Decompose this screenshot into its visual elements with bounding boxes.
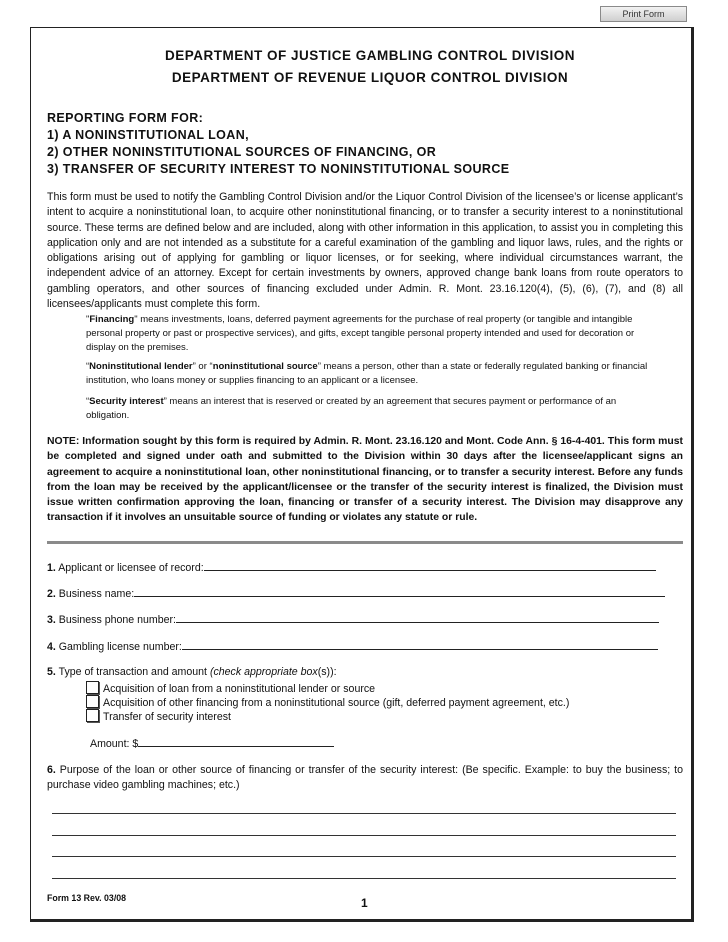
form-revision: Form 13 Rev. 03/08	[47, 893, 127, 903]
intro-paragraph: This form must be used to notify the Gambling Control Division and/or the Liquor Control Division of the licensee’s or license applicant’s intent to acquire a noninstitutional loan, to acquire other noninstitutional financing, or to transfer a security interest to a noninstitutional source. These terms are defined below and are included, along with other information in this application, to assist you in completing this application only and are not intended as a substitute for a careful examination of the gambling and liquor laws, rules, and the rights or obligations arising out of applying for gambling or liquor licenses, or for seeking, where individual circumstances warrant, the independent advice of an attorney. Except for certain investments by owners, approved change bank loans from route operators to gambling operators, and other sources of financing excluded under Admin. R. Mont. 23.16.120(4), (5), (6), (7), and (8) all licensees/applicants must complete this form.	[47, 191, 683, 311]
definition-security-interest: “Security interest” means an interest that is reserved or created by an agreement that secures payment or performance of an obligation.	[86, 396, 617, 421]
term-noninstitutional-lender: Noninstitutional lender	[89, 361, 193, 372]
business-name-input[interactable]	[134, 586, 665, 597]
option-loan: Acquisition of loan from a noninstitutional lender or source	[86, 681, 375, 695]
reporting-item-3: 3) TRANSFER OF SECURITY INTEREST TO NONINSTITUTIONAL SOURCE	[47, 162, 510, 176]
header-line-1: DEPARTMENT OF JUSTICE GAMBLING CONTROL DIVISION	[164, 48, 575, 63]
checkbox-loan[interactable]	[86, 681, 99, 694]
reporting-item-1: 1) A NONINSTITUTIONAL LOAN,	[47, 128, 249, 142]
term-security-interest: Security interest	[89, 396, 164, 407]
purpose-line-4[interactable]	[52, 878, 676, 879]
reporting-item-2: 2) OTHER NONINSTITUTIONAL SOURCES OF FINANCING, OR	[47, 145, 437, 159]
option-other-financing: Acquisition of other financing from a noninstitutional source (gift, deferred payment agreement, etc.)	[86, 695, 569, 709]
print-form-button[interactable]: Print Form	[600, 6, 687, 22]
field-business-name: 2. Business name:	[47, 586, 665, 600]
term-financing: Financing	[89, 314, 135, 325]
field-applicant: 1. Applicant or licensee of record:	[47, 560, 656, 574]
purpose-line-1[interactable]	[52, 813, 676, 814]
applicant-input[interactable]	[204, 560, 656, 571]
field-amount: Amount: $	[90, 736, 334, 750]
reporting-title: REPORTING FORM FOR:	[47, 111, 204, 125]
business-phone-input[interactable]	[176, 612, 659, 623]
section-divider	[47, 541, 683, 544]
term-noninstitutional-source: noninstitutional source	[212, 361, 318, 372]
page-number: 1	[361, 896, 368, 910]
field-gambling-license: 4. Gambling license number:	[47, 639, 658, 653]
option-security-transfer: Transfer of security interest	[86, 709, 231, 723]
amount-input[interactable]	[138, 736, 334, 747]
gambling-license-input[interactable]	[182, 639, 658, 650]
header-line-2: DEPARTMENT OF REVENUE LIQUOR CONTROL DIVISION	[171, 70, 569, 85]
field-purpose: 6. Purpose of the loan or other source of financing or transfer of the security interest: (Be specific. Example: to buy the business; to purchase video gambling machines; etc.)	[47, 764, 683, 791]
checkbox-other-financing[interactable]	[86, 695, 99, 708]
definition-noninstitutional-lender: “Noninstitutional lender” or “noninstitutional source” means a person, other than a state or federally regulated banking or financial institution, who loans money or supplies financing to an applicant or a licensee.	[86, 361, 648, 386]
field-business-phone: 3. Business phone number:	[47, 612, 659, 626]
field-transaction-type: 5. Type of transaction and amount (check appropriate box(s)):	[47, 666, 337, 678]
checkbox-security-transfer[interactable]	[86, 709, 99, 722]
purpose-line-3[interactable]	[52, 856, 676, 857]
note-paragraph: NOTE: Information sought by this form is required by Admin. R. Mont. 23.16.120 and Mont. Code Ann. § 16-4-401. This form must be completed and signed under oath and submitted to the Division within 30 days after the licensee/applicant signs an agreement to acquire a noninstitutional loan, other noninstitutional financing, or to transfer a security interest. Before any funds from the loan may be received by the applicant/licensee or the transfer of the security interest is finalized, the Division must issue written confirmation approving the loan, financing or transfer of a security interest. The Division may disapprove any transaction if it involves an unsuitable source of funding or violates any statute or rule.	[47, 436, 683, 524]
definition-financing: "Financing" means investments, loans, deferred payment agreements for the purchase of real property (or tangible and intangible personal property or past or prospective services), and gifts, except tangible personal property intended and used for decoration or display on the premises.	[86, 314, 635, 353]
purpose-line-2[interactable]	[52, 835, 676, 836]
